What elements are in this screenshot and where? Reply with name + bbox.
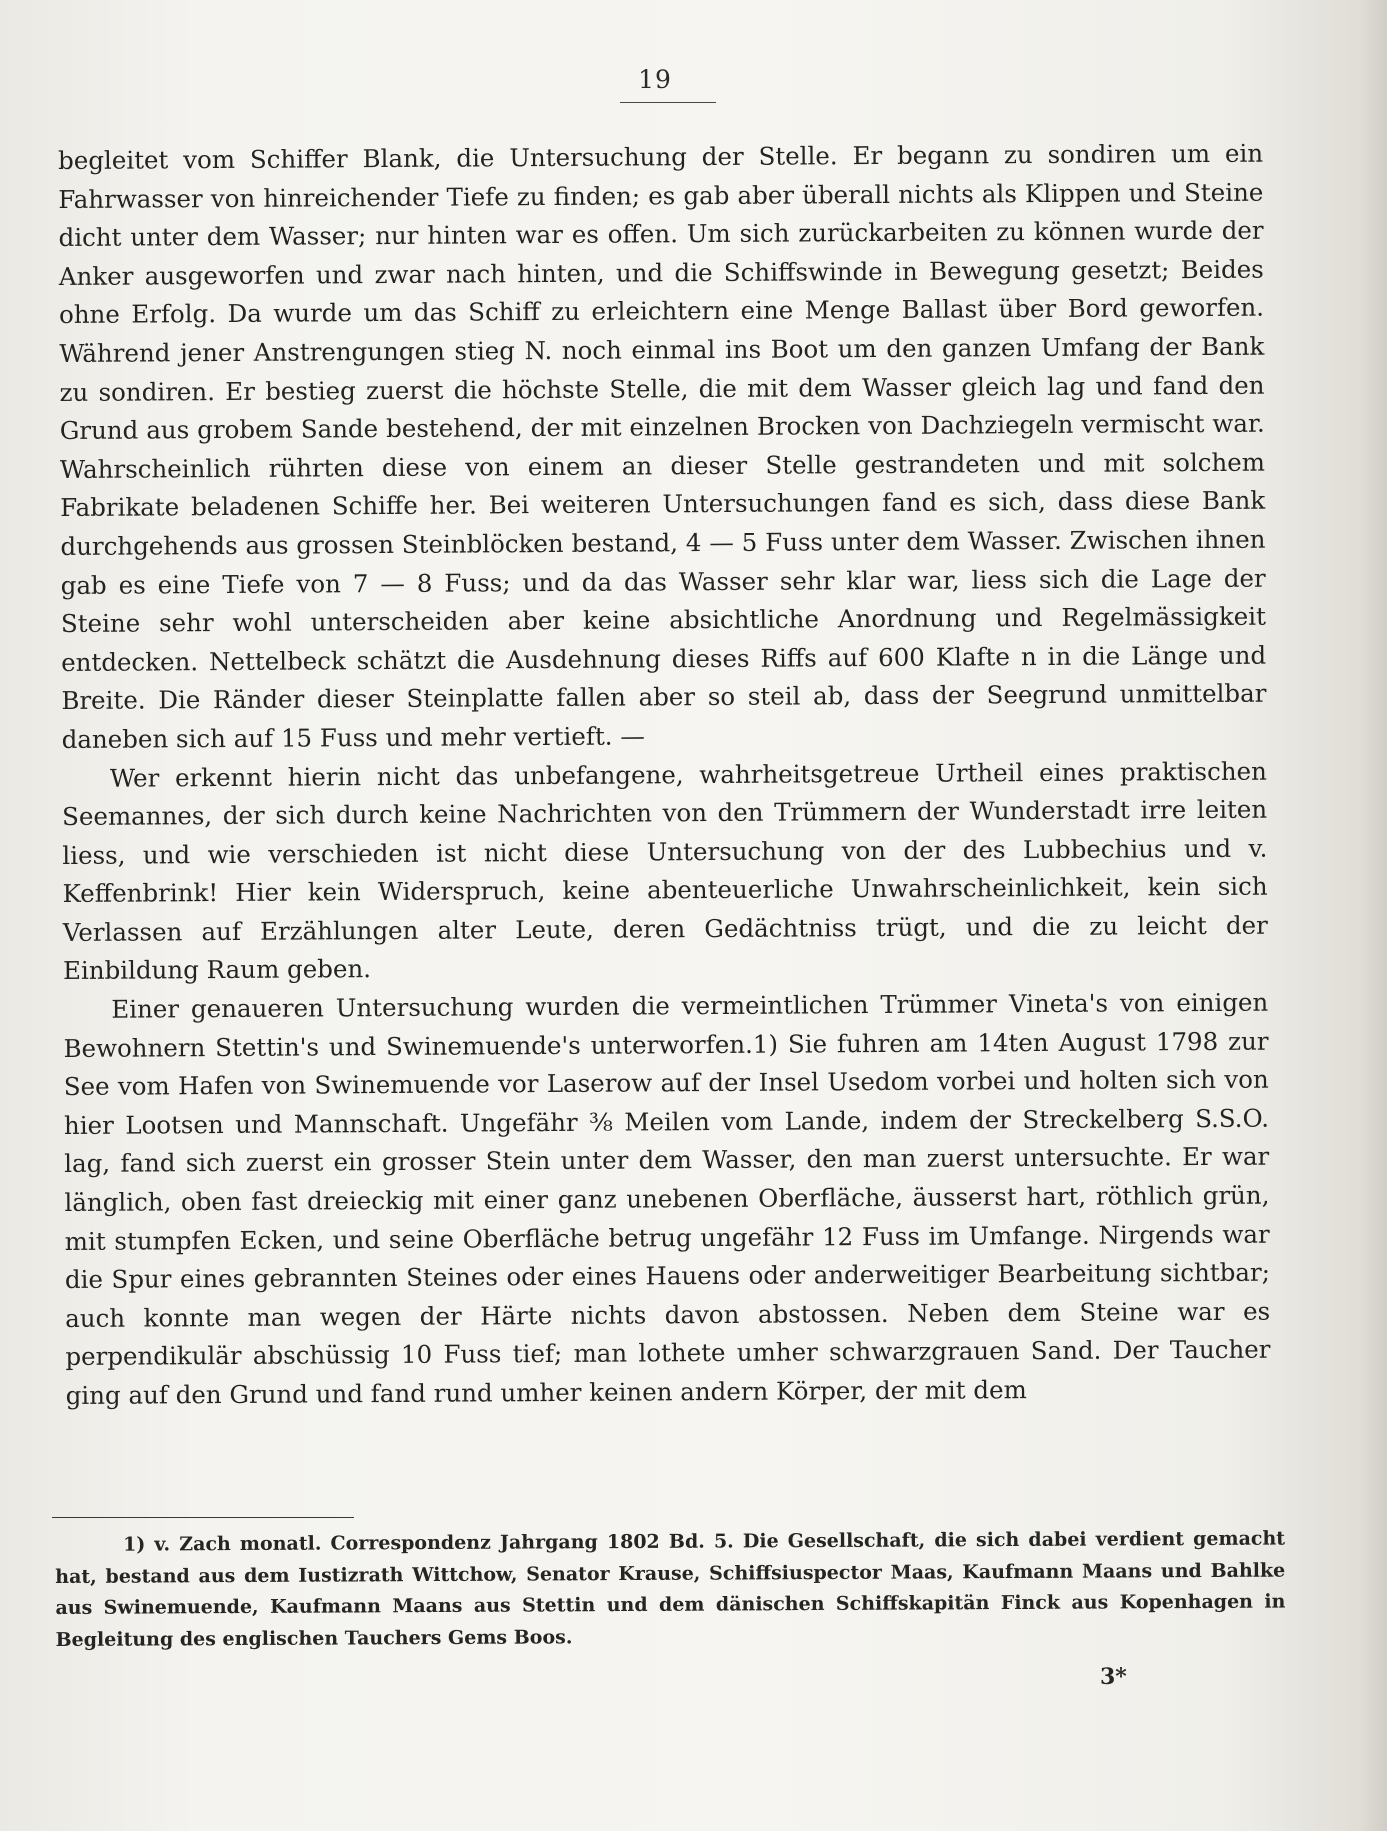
header-rule: [620, 102, 716, 103]
page-number: 19: [638, 65, 672, 94]
footnote: [55, 1524, 1286, 1656]
footnote-text: 1) v. Zach monatl. Correspondenz Jahrgang 1802 Bd. 5. Die Gesellschaft, die sich dabei verdient gemacht hat, bestand aus dem Iustizrath Wittchow, Senator Krause, Schiffsiuspector Maas, Kaufmann Maans und Bahlke aus Swinemuende, Kaufmann Maans aus Stettin und dem dänischen Schiffskapitän Finck aus Kopenhagen in Begleitung des englischen Tauchers Gems Boos.: [55, 1527, 1286, 1651]
printer-signature: 3*: [1100, 1664, 1127, 1690]
paragraph-3: Einer genaueren Untersuchung wurden die vermeintlichen Trümmer Vineta's von einigen Bewohnern Stettin's und Swinemuende's unterworfen.1) Sie fuhren am 14ten August 1798 zur See vom Hafen von Swinemuende vor Laserow auf der Insel Usedom vorbei und holten sich von hier Lootsen und Mannschaft. Ungefähr ⅜ Meilen vom Lande, indem der Streckelberg S.S.O. lag, fand sich zuerst ein grosser Stein unter dem Wasser, den man zuerst untersuchte. Er war länglich, oben fast dreieckig mit einer ganz unebenen Oberfläche, äusserst hart, röthlich grün, mit stumpfen Ecken, und seine Oberfläche betrug ungefähr 12 Fuss im Umfange. Nirgends war die Spur eines gebrannten Steines oder eines Hauens oder anderweitiger Bearbeitung sichtbar; auch konnte man wegen der Härte nichts davon abstossen. Neben dem Steine war es perpendikulär abschüssig 10 Fuss tief; man lothete umher schwarzgrauen Sand. Der Taucher ging auf den Grund und fand rund umher keinen andern Körper, der mit dem: [63, 987, 1271, 1410]
paragraph-2: Wer erkennt hierin nicht das unbefangene, wahrheitsgetreue Urtheil eines praktischen Seemannes, der sich durch keine Nachrichten von den Trümmern der Wunderstadt irre leiten liess, und wie verschieden ist nicht diese Untersuchung von der des Lubbechius und v. Keffenbrink! Hier kein Widerspruch, keine abenteuerliche Unwahrscheinlichkeit, kein sich Verlassen auf Erzählungen alter Leute, deren Gedächtniss trügt, und die zu leicht der Einbildung Raum geben.: [62, 756, 1268, 986]
main-text: [58, 135, 1271, 1416]
paragraph-1: begleitet vom Schiffer Blank, die Untersuchung der Stelle. Er begann zu sondiren um ein Fahrwasser von hinreichender Tiefe zu finden; es gab aber überall nichts als Klippen und Steine dicht unter dem Wasser; nur hinten war es offen. Um sich zurückarbeiten zu können wurde der Anker ausgeworfen und zwar nach hinten, und die Schiffswinde in Bewegung gesetzt; Beides ohne Erfolg. Da wurde um das Schiff zu erleichtern eine Menge Ballast über Bord geworfen. Während jener Anstrengungen stieg N. noch einmal ins Boot um den ganzen Umfang der Bank zu sondiren. Er bestieg zuerst die höchste Stelle, die mit dem Wasser gleich lag und fand den Grund aus grobem Sande bestehend, der mit einzelnen Brocken von Dachziegeln vermischt war. Wahrscheinlich rührten diese von einem an dieser Stelle gestrandeten und mit solchem Fabrikate beladenen Schiffe her. Bei weiteren Untersuchungen fand es sich, dass diese Bank durchgehends aus grossen Steinblöcken bestand, 4 — 5 Fuss unter dem Wasser. Zwischen ihnen gab es eine Tiefe von 7 — 8 Fuss; und da das Wasser sehr klar war, liess sich die Lage der Steine sehr wohl unterscheiden aber keine absichtliche Anordnung und Regelmässigkeit entdecken. Nettelbeck schätzt die Ausdehnung dieses Riffs auf 600 Klafte n in die Länge und Breite. Die Ränder dieser Steinplatte fallen aber so steil ab, dass der Seegrund unmittelbar daneben sich auf 15 Fuss und mehr vertieft. —: [58, 138, 1267, 754]
footnote-rule: [52, 1517, 354, 1518]
